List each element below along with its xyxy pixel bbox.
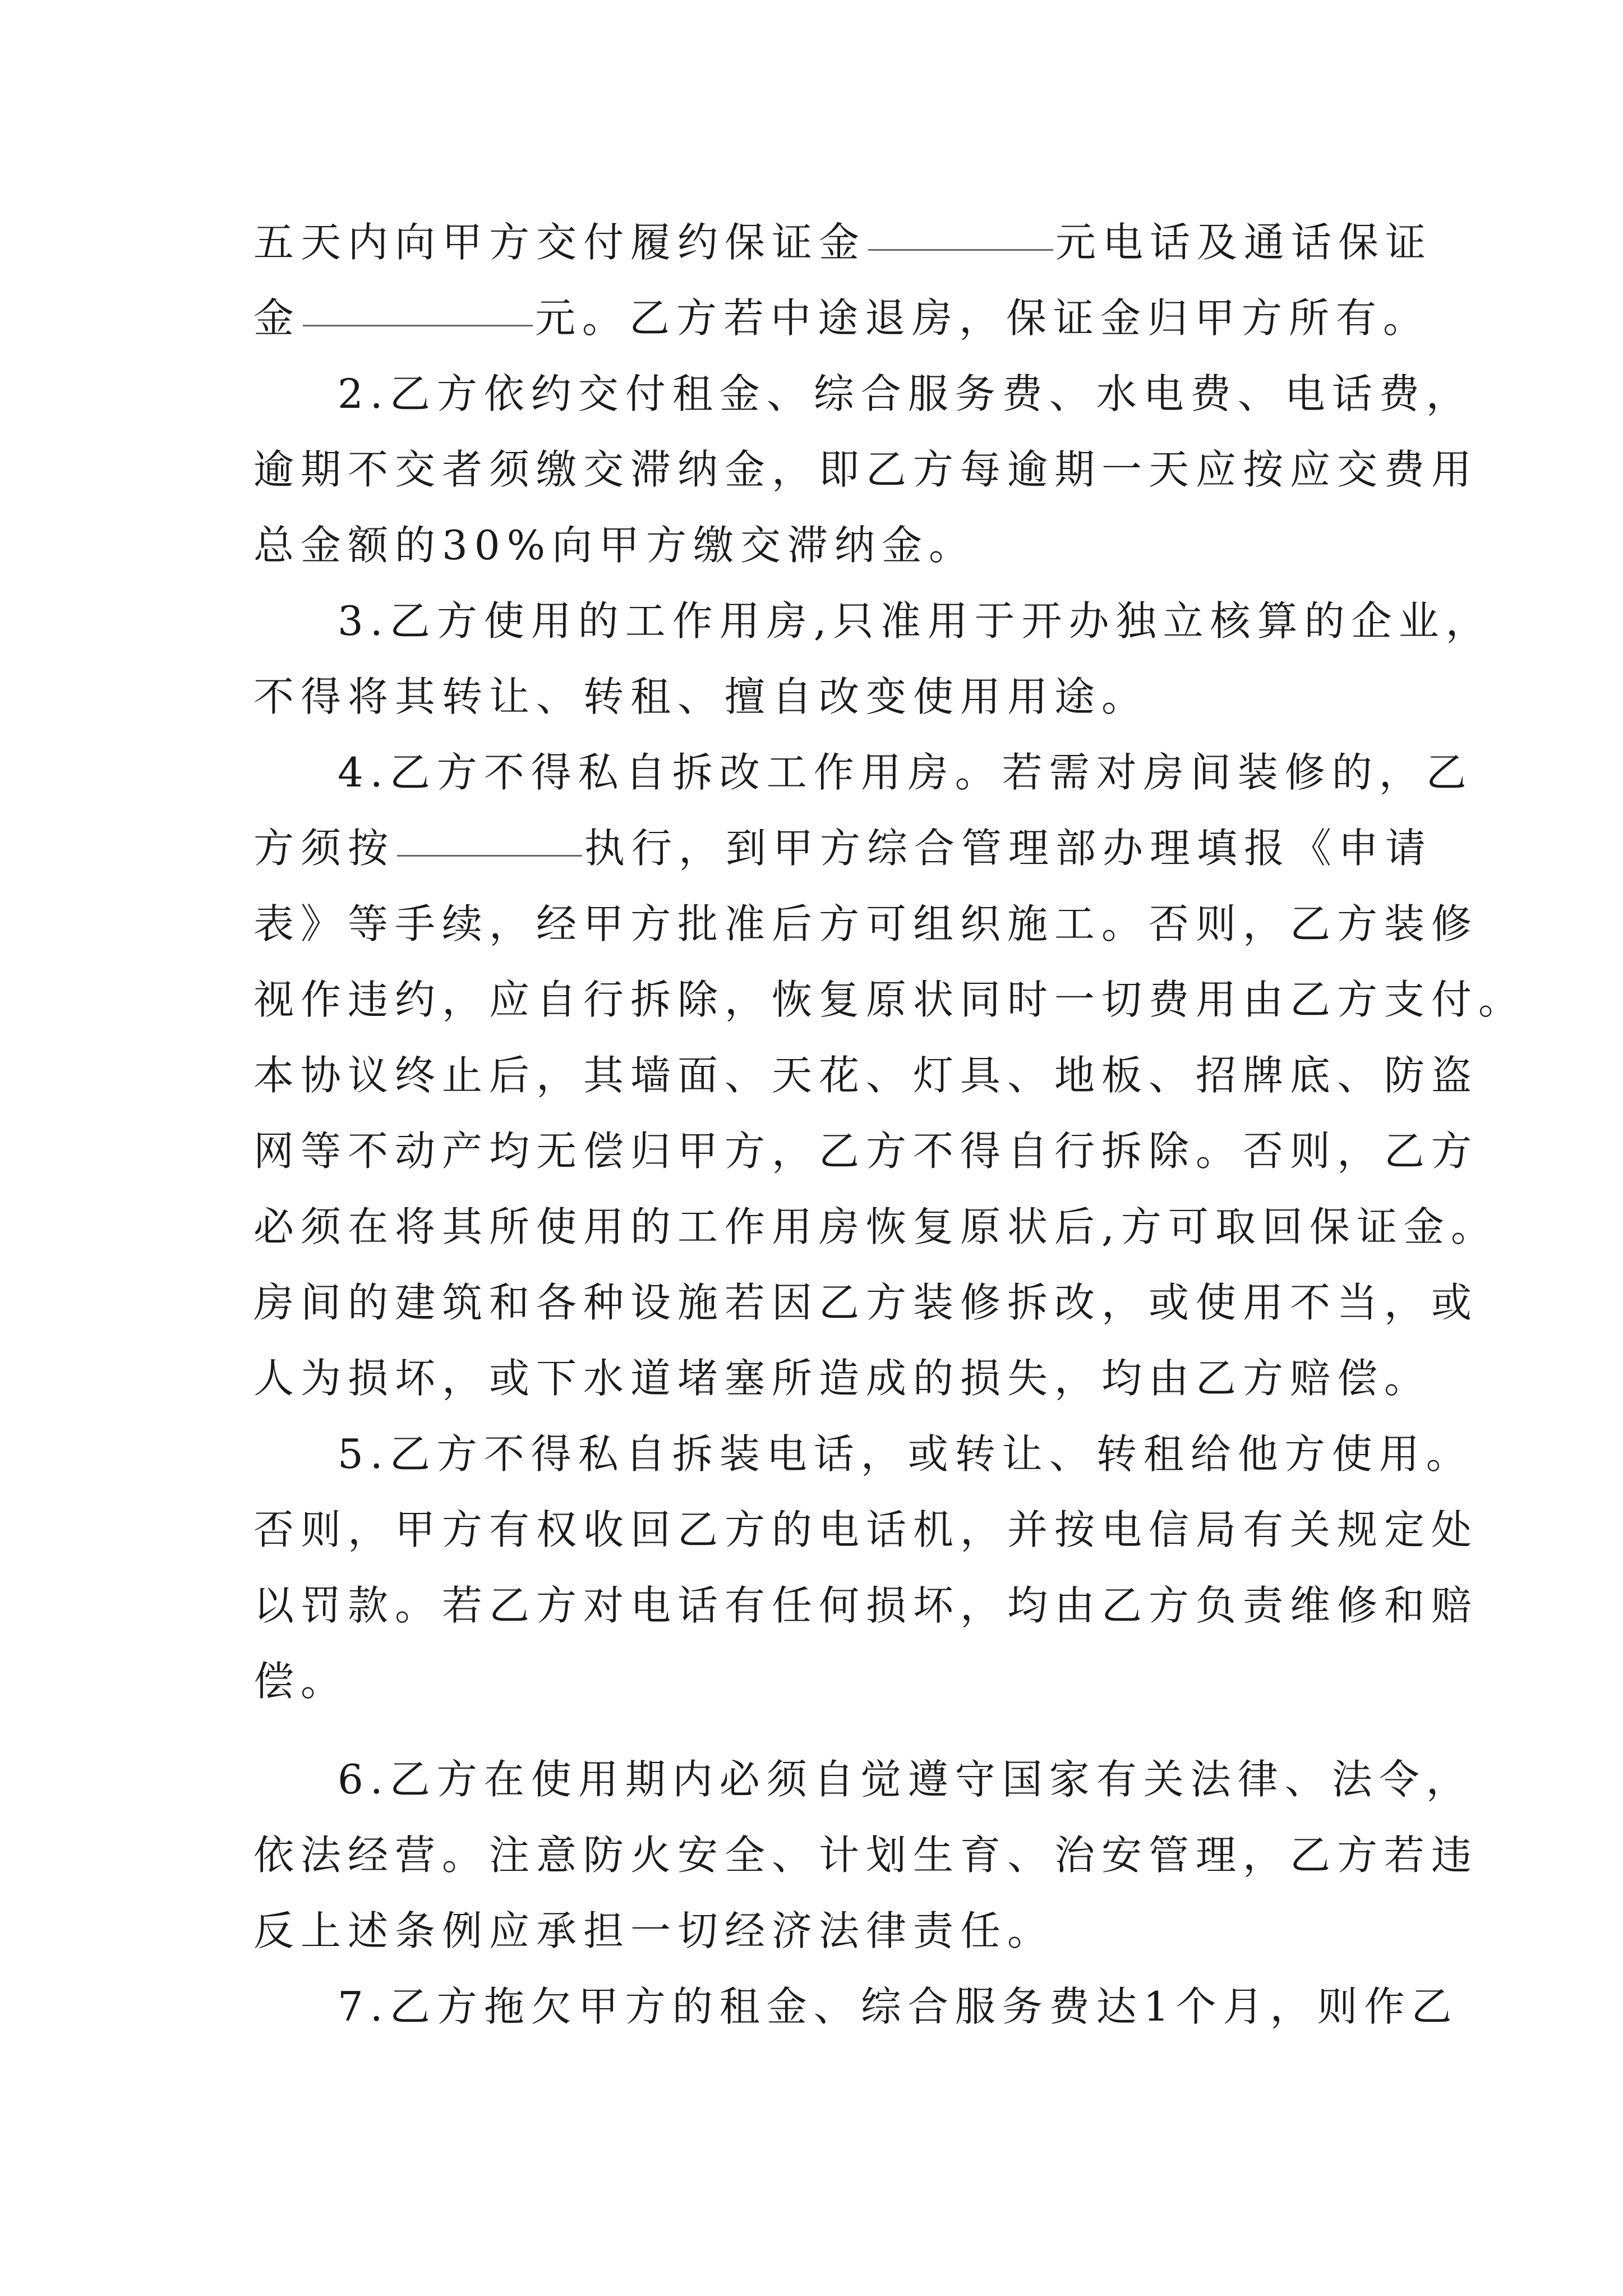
text-line: 表》等手续，经甲方批准后方可组织施工。否则，乙方装修 xyxy=(253,900,1479,947)
text-line: 本协议终止后，其墙面、天花、灯具、地板、招牌底、防盗 xyxy=(253,1052,1479,1099)
text-line xyxy=(253,811,1433,886)
text-line: 以罚款。若乙方对电话有任何损坏，均由乙方负责维修和赔 xyxy=(253,1582,1479,1629)
text-segment: 执行，到甲方综合管理部办理填报《申请 xyxy=(584,825,1433,872)
text-line: 依法经营。注意防火安全、计划生育、治安管理，乙方若违 xyxy=(253,1832,1479,1879)
paragraph-start-line: 6.乙方在使用期内必须自觉遵守国家有关法律、法令， xyxy=(338,1756,1473,1803)
text-line: 人为损坏，或下水道堵塞所造成的损失，均由乙方赔偿。 xyxy=(253,1355,1432,1402)
text-line: 视作违约，应自行拆除，恢复原状同时一切费用由乙方支付。 xyxy=(253,976,1526,1023)
text-segment: 元。乙方若中途退房，保证金归甲方所有。 xyxy=(535,295,1431,342)
paragraph-gap xyxy=(253,1719,1409,1742)
text-line: 房间的建筑和各种设施若因乙方装修拆改，或使用不当，或 xyxy=(253,1279,1479,1326)
paragraph-start-line: 7.乙方拖欠甲方的租金、综合服务费达1个月，则作乙 xyxy=(338,1983,1459,2030)
text-line: 不得将其转让、转租、擅自改变使用用途。 xyxy=(253,673,1149,720)
paragraph-start-line: 5.乙方不得私自拆装电话，或转让、转租给他方使用。 xyxy=(338,1430,1473,1478)
text-line: 网等不动产均无偿归甲方，乙方不得自行拆除。否则，乙方 xyxy=(253,1128,1479,1175)
paragraph-start-line: 3.乙方使用的工作用房,只准用于开办独立核算的企业， xyxy=(338,597,1493,645)
text-segment: 五天内向甲方交付履约保证金 xyxy=(253,219,866,266)
text-line xyxy=(253,280,1431,356)
document-body xyxy=(253,205,1526,2045)
text-segment: 方须按 xyxy=(253,825,395,872)
fill-in-blank xyxy=(397,849,582,857)
text-line: 偿。 xyxy=(253,1658,348,1705)
text-segment: 元电话及通话保证 xyxy=(1055,219,1433,266)
text-line xyxy=(253,205,1433,280)
text-segment: 金 xyxy=(253,295,301,342)
text-line: 必须在将其所使用的工作用房恢复原状后,方可取回保证金。 xyxy=(253,1203,1498,1250)
text-line: 逾期不交者须缴交滞纳金，即乙方每逾期一天应按应交费用 xyxy=(253,446,1479,493)
fill-in-blank xyxy=(303,319,533,326)
text-line: 否则，甲方有权收回乙方的电话机，并按电信局有关规定处 xyxy=(253,1506,1479,1553)
paragraph-start-line: 4.乙方不得私自拆改工作用房。若需对房间装修的，乙 xyxy=(338,749,1473,796)
fill-in-blank xyxy=(868,243,1053,251)
text-line: 总金额的30%向甲方缴交滞纳金。 xyxy=(253,522,976,569)
paragraph-start-line: 2.乙方依约交付租金、综合服务费、水电费、电话费， xyxy=(338,370,1473,417)
text-line: 反上述条例应承担一切经济法律责任。 xyxy=(253,1907,1055,1954)
